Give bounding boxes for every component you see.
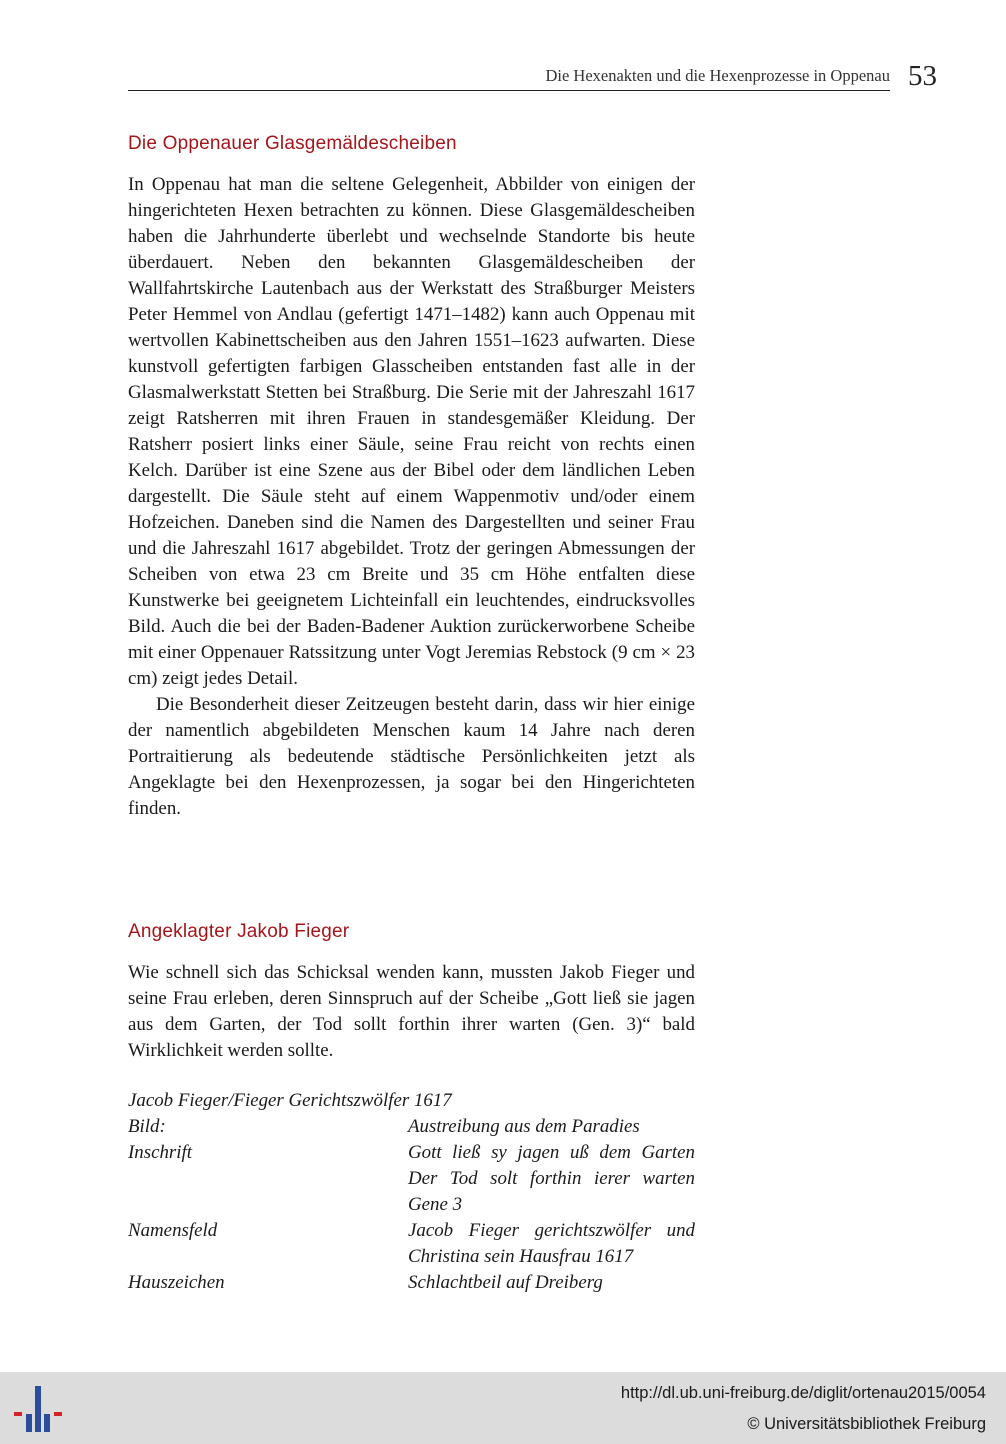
library-logo-icon <box>12 1384 64 1434</box>
table-row <box>128 1140 695 1218</box>
value-line: Der Tod solt forthin ierer warten <box>408 1168 695 1189</box>
table-row <box>128 1218 695 1270</box>
row-value <box>408 1218 695 1270</box>
section-heading-jakob-fieger: Angeklagter Jakob Fieger <box>128 921 350 942</box>
value-line: Christina sein Hausfrau 1617 <box>408 1246 634 1267</box>
section-body-jakob-fieger <box>128 960 695 1064</box>
value-line: Jacob Fieger gerichtszwölfer und <box>408 1220 695 1241</box>
running-header <box>128 62 890 91</box>
value-line: Gott ließ sy jagen uß dem Garten <box>408 1142 695 1163</box>
value-line: Schlachtbeil auf Dreiberg <box>408 1272 603 1293</box>
section-heading-glasgemaeldescheiben: Die Oppenauer Glasgemäldescheiben <box>128 133 457 154</box>
footer-bar <box>0 1372 1006 1444</box>
copyright-notice: © Universitätsbibliothek Freiburg <box>747 1415 986 1433</box>
paragraph: In Oppenau hat man die seltene Gelegenheit, Abbilder von einigen der hingerichteten Hexen betrachten zu können. Diese Glasgemäldescheiben haben die Jahrhunderte überlebt und wechselnde Standorte bis heute überdauert. Neben den bekannten Glasgemäldescheiben der Wallfahrtskirche Lautenbach aus der Werkstatt des Straßburger Meisters Peter Hemmel von Andlau (gefertigt 1471–1482) kann auch Oppenau mit wertvollen Kabinettscheiben aus den Jahren 1551–1623 aufwarten. Diese kunstvoll gefertigten farbigen Glasscheiben entstanden fast alle in der Glasmalwerkstatt Stetten bei Straßburg. Die Serie mit der Jahreszahl 1617 zeigt Ratsherren mit ihren Frauen in standesgemäßer Kleidung. Der Ratsherr posiert links einer Säule, seine Frau reicht von rechts einen Kelch. Darüber ist eine Szene aus der Bibel oder dem ländlichen Leben dargestellt. Die Säule steht auf einem Wappenmotiv und/oder einem Hofzeichen. Daneben sind die Namen des Dargestellten und seiner Frau und die Jahreszahl 1617 abgebildet. Trotz der geringen Abmessungen der Scheiben von etwa 23 cm Breite und 35 cm Höhe entfalten diese Kunstwerke bei geeignetem Lichteinfall ein leuchtendes, eindrucksvolles Bild. Auch die bei der Baden-Badener Auktion zurückerworbene Scheibe mit einer Oppenauer Ratssitzung unter Vogt Jeremias Rebstock (9 cm × 23 cm) zeigt jedes Detail. <box>128 174 695 689</box>
source-url-link[interactable]: http://dl.ub.uni-freiburg.de/diglit/ortenau2015/0054 <box>620 1384 986 1402</box>
row-value <box>408 1140 695 1218</box>
value-line: Gene 3 <box>408 1194 463 1215</box>
page-number: 53 <box>908 60 937 92</box>
table-title: Jacob Fieger/Fieger Gerichtszwölfer 1617 <box>128 1090 452 1111</box>
inscription-table <box>128 1088 695 1296</box>
row-label: Namensfeld <box>128 1220 218 1241</box>
paragraph: Wie schnell sich das Schicksal wenden kann, mussten Jakob Fieger und seine Frau erleben, deren Sinnspruch auf der Scheibe „Gott ließ sie jagen aus dem Garten, der Tod sollt forthin ihrer warten (Gen. 3)“ bald Wirklichkeit werden sollte. <box>128 962 695 1061</box>
row-label: Hauszeichen <box>128 1272 225 1293</box>
row-value <box>408 1114 695 1140</box>
table-row <box>128 1114 695 1140</box>
table-row <box>128 1270 695 1296</box>
row-value <box>408 1270 695 1296</box>
paragraph: Die Besonderheit dieser Zeitzeugen besteht darin, dass wir hier einige der namentlich abgebildeten Menschen kaum 14 Jahre nach deren Portraitierung als bedeutende städtische Persönlichkeiten jetzt als Angeklagte bei den Hexenprozessen, ja sogar bei den Hingerichteten finden. <box>128 694 695 819</box>
row-label: Bild: <box>128 1116 166 1137</box>
row-label: Inschrift <box>128 1142 193 1163</box>
section-body-glasgemaeldescheiben <box>128 172 695 822</box>
running-title: Die Hexenakten und die Hexenprozesse in Oppenau <box>545 66 890 85</box>
value-line: Austreibung aus dem Paradies <box>408 1116 640 1137</box>
